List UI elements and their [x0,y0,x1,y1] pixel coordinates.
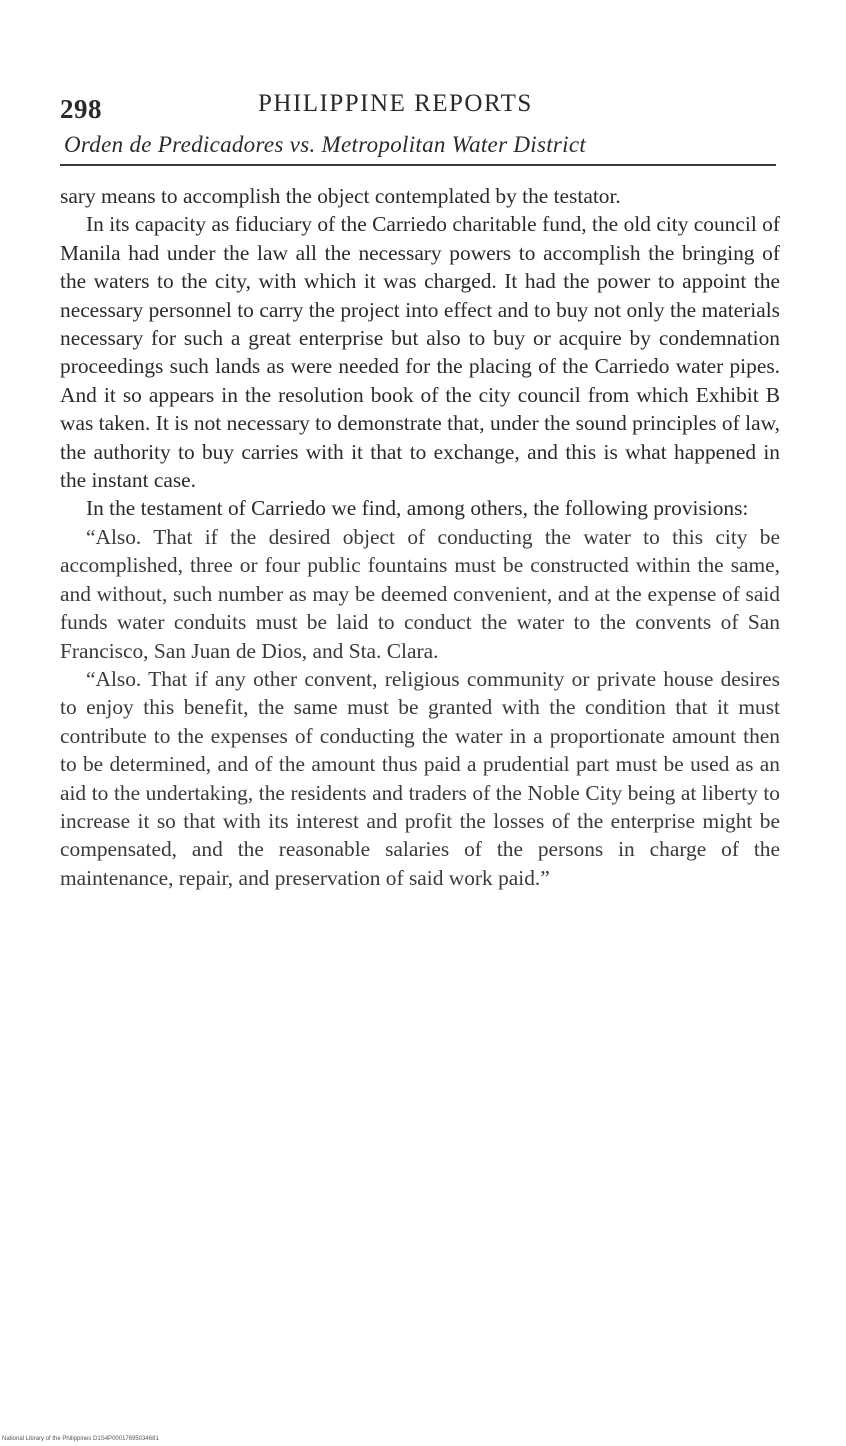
quoted-provision: “Also. That if any other convent, religious community or private house desires to enjoy this benefit, the same must be granted with the condition that it must contribute to the expenses of conducting the water in a proportionate amount then to be determined, and of the amount thus paid a prudential part must be used as an aid to the undertaking, the residents and traders of the Noble City being at liberty to increase it so that with its interest and profit the losses of the enterprise might be compensated, and the reasonable salaries of the persons in charge of the maintenance, repair, and preservation of said work paid.” [60,666,780,890]
page-header [60,80,780,124]
running-head: PHILIPPINE REPORTS [258,90,533,117]
paragraph: In the testament of Carriedo we find, among others, the following provisions: [86,496,749,521]
paragraph-continuation: sary means to accomplish the object contemplated by the testator. [60,184,621,208]
scan-identifier: National Library of the Philippines D1S4P00017695034681 [2,1436,159,1442]
document-page [60,80,780,892]
quoted-provision: “Also. That if the desired object of conducting the water to this city be accomplished, three or four public fountains must be constructed within the same, and without, such number as may be deemed convenient, and at the expense of said funds water conduits must be laid to conduct the water to the convents of San Francisco, San Juan de Dios, and Sta. Clara. [60,524,780,663]
paragraph: In its capacity as fiduciary of the Carriedo charitable fund, the old city council of Manila had under the law all the necessary powers to accomplish the bringing of the waters to the city, with which it was charged. It had the power to appoint the necessary personnel to carry the project into effect and to buy not only the materials necessary for such a great enterprise but also to buy or acquire by condemnation proceedings such lands as were needed for the placing of the Carriedo water pipes. And it so appears in the resolution book of the city council from which Exhibit B was taken. It is not necessary to demonstrate that, under the sound principles of law, the authority to buy carries with it that to exchange, and this is what happened in the instant case. [60,212,780,493]
body-text [60,182,780,892]
header-rule [60,164,776,166]
page-number: 298 [60,94,102,124]
case-title: Orden de Predicadores vs. Metropolitan Water District [64,132,587,157]
